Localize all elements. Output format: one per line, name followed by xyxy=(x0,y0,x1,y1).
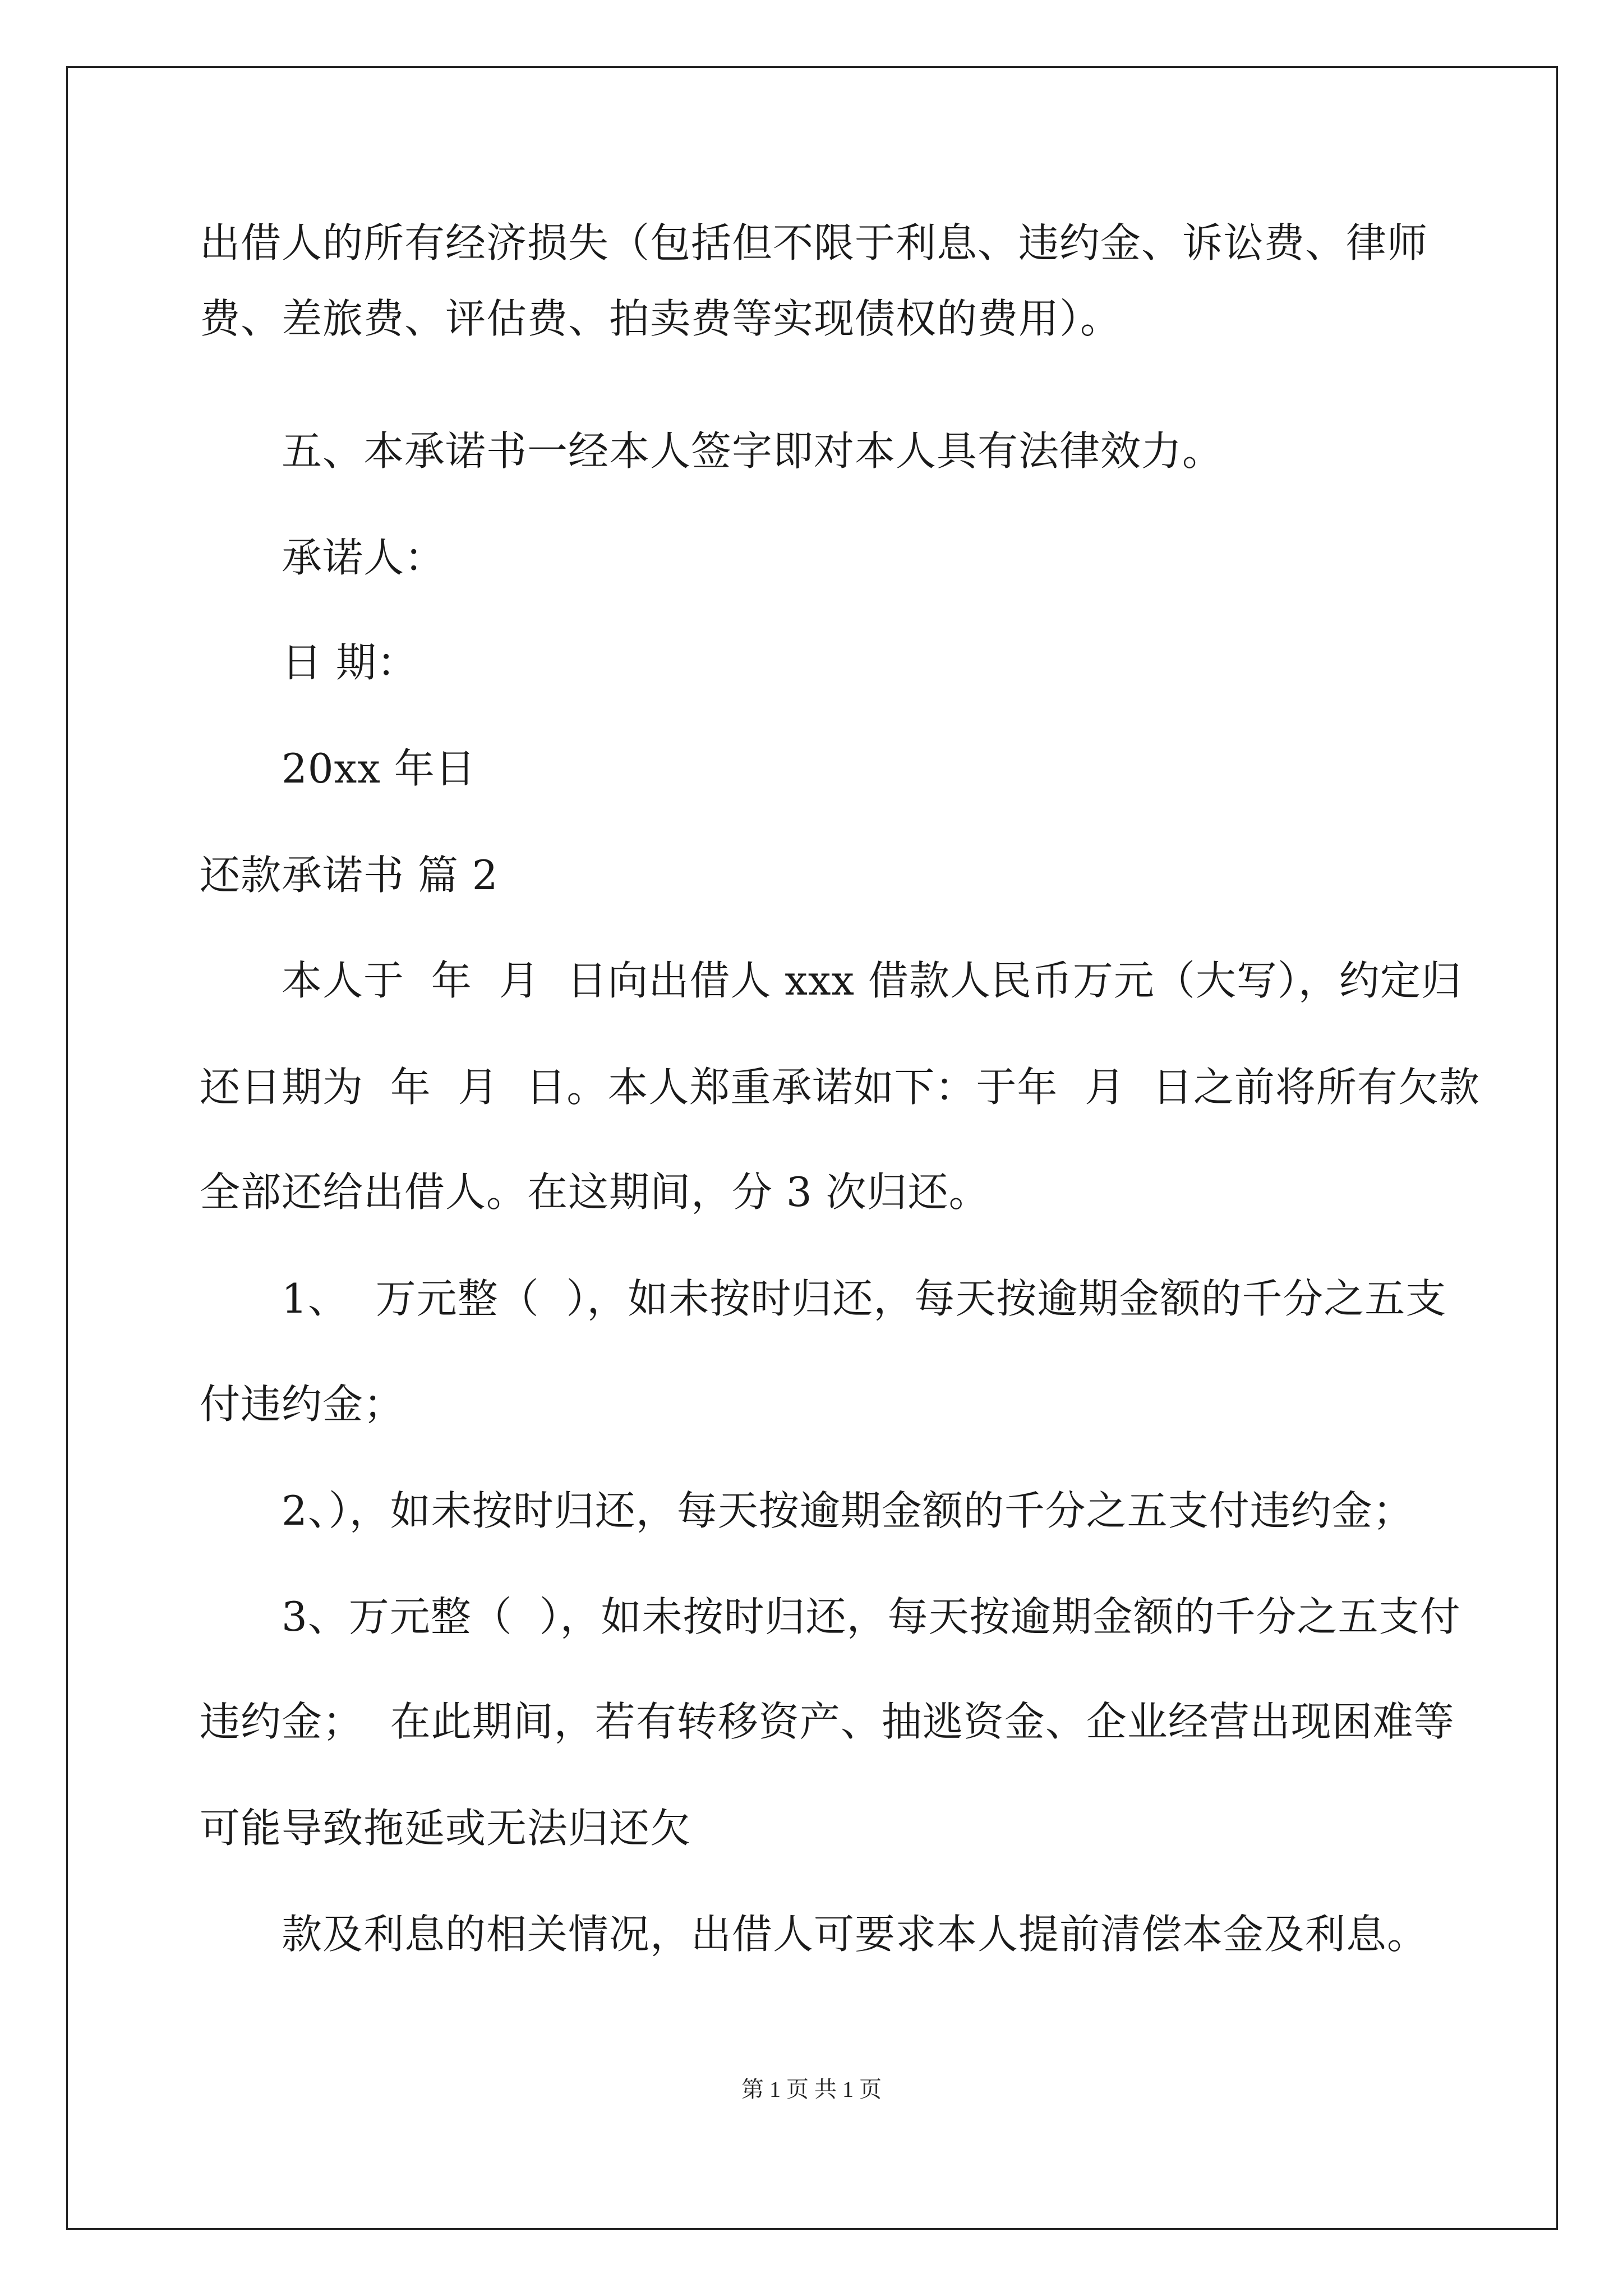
page-footer: 第 1 页 共 1 页 xyxy=(741,2077,882,2102)
promisor-label: 承诺人： xyxy=(282,534,446,581)
item-one-line-2: 付违约金； xyxy=(200,1381,405,1428)
item-three-line-1: 3、万元整（ ），如未按时归还，每天按逾期金额的千分之五支付 xyxy=(282,1593,1461,1640)
body-line-2: 费、差旅费、评估费、拍卖费等实现债权的费用）。 xyxy=(200,295,1122,342)
date-value: 20xx 年日 xyxy=(282,745,476,792)
body-line-loan-1: 本人于 年 月 日向出借人 xxx 借款人民币万元（大写），约定归 xyxy=(282,957,1462,1004)
item-one-line-1: 1、 万元整（ ），如未按时归还，每天按逾期金额的千分之五支 xyxy=(282,1275,1447,1322)
body-line-1: 出借人的所有经济损失（包括但不限于利息、违约金、诉讼费、律师 xyxy=(200,219,1428,266)
item-two: 2、），如未按时归还，每天按逾期金额的千分之五支付违约金； xyxy=(282,1487,1414,1534)
clause-five: 五、本承诺书一经本人签字即对本人具有法律效力。 xyxy=(282,427,1224,475)
page-border xyxy=(66,66,1558,2230)
date-label: 日 期： xyxy=(282,639,418,686)
section-heading: 还款承诺书 篇 2 xyxy=(200,852,499,899)
final-paragraph: 款及利息的相关情况，出借人可要求本人提前清偿本金及利息。 xyxy=(282,1911,1428,1958)
item-three-line-3: 可能导致拖延或无法归还欠 xyxy=(200,1805,691,1852)
body-line-loan-3: 全部还给出借人。在这期间，分 3 次归还。 xyxy=(200,1168,990,1216)
body-line-loan-2: 还日期为 年 月 日。本人郑重承诺如下：于年 月 日之前将所有欠款 xyxy=(200,1064,1480,1111)
item-three-line-2: 违约金； 在此期间，若有转移资产、抽逃资金、企业经营出现困难等 xyxy=(200,1698,1455,1745)
